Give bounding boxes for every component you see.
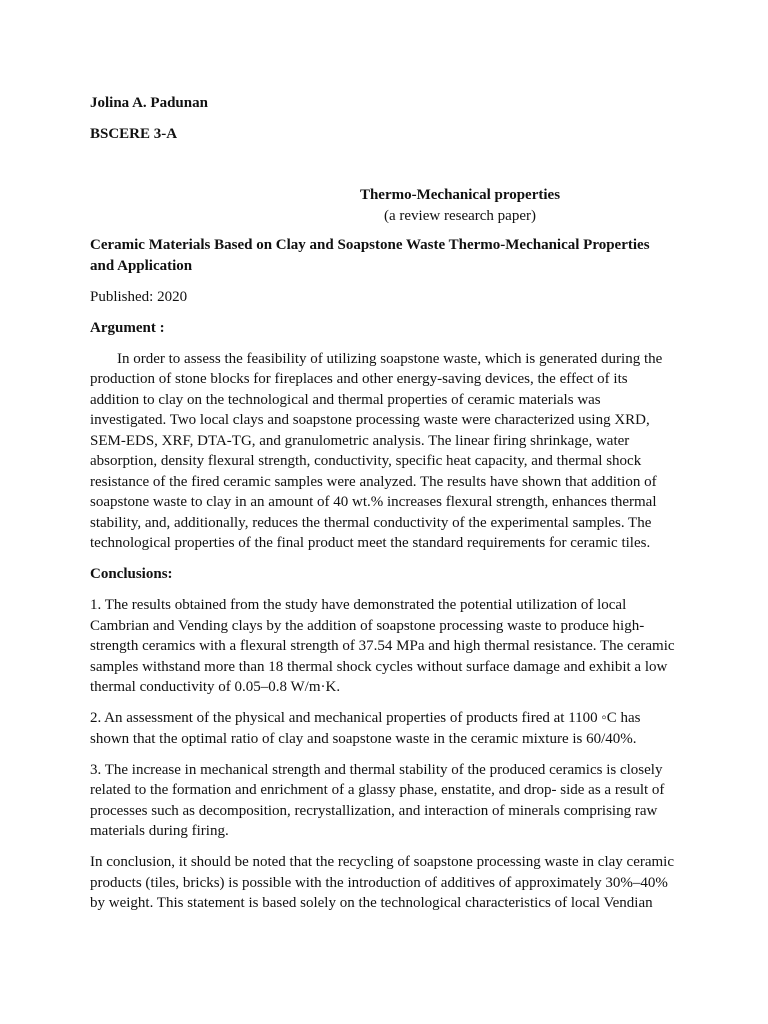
document-body [90,235,676,924]
document-subtitle: (a review research paper) [384,208,536,224]
paper-title: Ceramic Materials Based on Clay and Soapstone Waste Thermo-Mechanical Properties and Application [90,237,650,274]
conclusion-item-2: 2. An assessment of the physical and mechanical properties of products fired at 1100 ◦C has shown that the optimal ratio of clay and soapstone waste in the ceramic mixture is 60/40%. [90,710,641,747]
argument-heading: Argument : [90,319,165,336]
section-label: BSCERE 3-A [90,126,178,142]
final-paragraph: In conclusion, it should be noted that the recycling of soapstone processing waste in clay ceramic products (tiles, bricks) is possible with the introduction of additives of approximately 30%–40% by weight. This statement is based solely on the technological characteristics of local Vendian [90,854,674,911]
conclusions-heading: Conclusions: [90,566,173,582]
conclusion-item-1: 1. The results obtained from the study have demonstrated the potential utilization of local Cambrian and Vending clays by the addition of soapstone processing waste to produce high-strength ceramics with a flexural strength of 37.54 MPa and high thermal resistance. The ceramic samples withstand more than 18 thermal shock cycles without surface damage and exhibit a low thermal conductivity of 0.05–0.8 W/m·K. [90,597,675,695]
document-title: Thermo-Mechanical properties [359,187,561,203]
published-date: Published: 2020 [90,288,188,305]
author-name: Jolina A. Padunan [90,95,208,111]
argument-paragraph: In order to assess the feasibility of utilizing soapstone waste, which is generated during the production of stone blocks for fireplaces and other energy-saving devices, the effect of its addition to clay on the technological and thermal properties of ceramic materials was investigated. Two local clays and soapstone processing waste were characterized using XRD, SEM-EDS, XRF, DTA-TG, and granulometric analysis. The linear firing shrinkage, water absorption, density flexural strength, conductivity, specific heat capacity, and thermal shock resistance of the fired ceramic samples were analyzed. The results have shown that addition of soapstone waste to clay in an amount of 40 wt.% increases flexural strength, enhances thermal stability, and, additionally, reduces the thermal conductivity of the experimental samples. The technological properties of the final product meet the standard requirements for ceramic tiles. [90,350,663,551]
conclusion-item-3: 3. The increase in mechanical strength and thermal stability of the produced ceramics is closely related to the formation and enrichment of a glassy phase, enstatite, and drop- side as a result of processes such as decomposition, recrystallization, and interaction of minerals comprising raw materials during firing. [90,761,665,839]
